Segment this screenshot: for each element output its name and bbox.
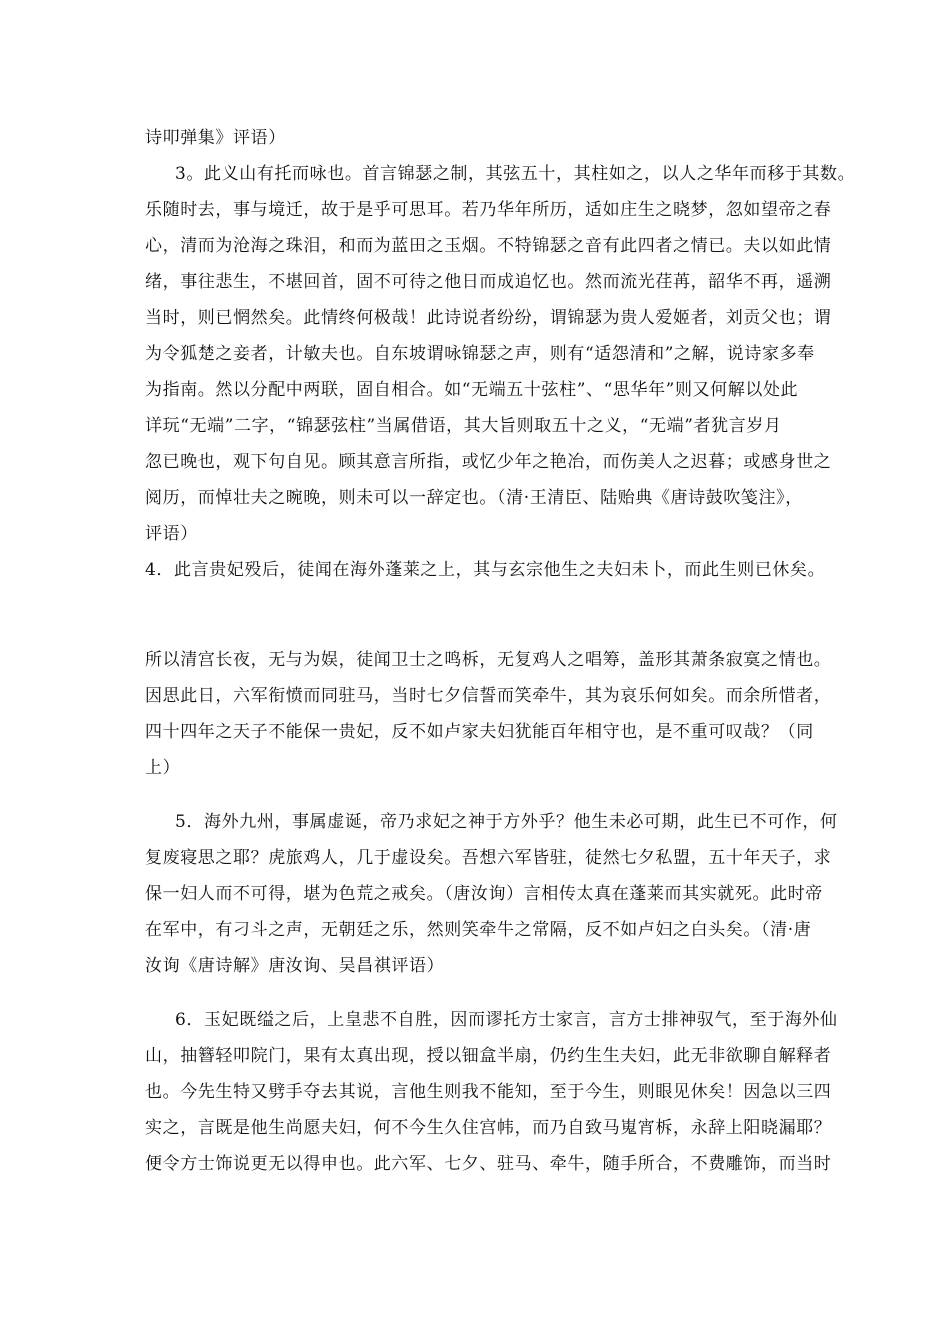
text-line: 当时，则已惘然矣。此情终何极哉！此诗说者纷纷，谓锦瑟为贵人爱姬者，刘贡父也；谓 — [145, 308, 832, 328]
text-line: 复废寝思之耶？虎旅鸡人，几于虚设矣。吾想六军皆驻，徒然七夕私盟，五十年天子，求 — [145, 848, 832, 868]
text-line: 乐随时去，事与境迁，故于是乎可思耳。若乃华年所历，适如庄生之晓梦，忽如望帝之春 — [145, 200, 832, 220]
text-line: 实之，言既是他生尚愿夫妇，何不今生久住宫帏，而乃自致马嵬宵柝，永辞上阳晓漏耶？ — [145, 1118, 832, 1138]
text-line: 详玩“无端”二字，“锦瑟弦柱”当属借语，其大旨则取五十之义，“无端”者犹言岁月 — [145, 416, 782, 436]
text-line: 所以清宫长夜，无与为娱，徒闻卫士之鸣柝，无复鸡人之唱筹，盖形其萧条寂寞之情也。 — [145, 650, 832, 670]
text-line: 为指南。然以分配中两联，固自相合。如“无端五十弦柱”、“思华年”则又何解以处此 — [145, 380, 799, 400]
text-line: 上） — [145, 758, 181, 778]
text-line: 便令方士饰说更无以得申也。此六军、七夕、驻马、牵牛，随手所合，不费雕饰，而当时 — [145, 1154, 832, 1174]
text-line: 诗叩弹集》评语） — [145, 128, 286, 148]
text-line: 山，抽簪轻叩院门，果有太真出现，授以钿盒半扇，仍约生生夫妇，此无非欲聊自解释者 — [145, 1046, 832, 1066]
text-line: 6．玉妃既缢之后，上皇悲不自胜，因而谬托方士家言，言方士排神驭气，至于海外仙 — [175, 1010, 838, 1030]
text-line: 也。今先生特又劈手夺去其说，言他生则我不能知，至于今生，则眼见休矣！因急以三四 — [145, 1082, 832, 1102]
text-line: 评语） — [145, 524, 198, 544]
text-line: 四十四年之天子不能保一贵妃，反不如卢家夫妇犹能百年相守也，是不重可叹哉？（同 — [145, 722, 814, 742]
text-line: 保一妇人而不可得，堪为色荒之戒矣。（唐汝询）言相传太真在蓬莱而其实就死。此时帝 — [145, 884, 823, 904]
text-line: 5．海外九州，事属虚诞，帝乃求妃之神于方外乎？他生未必可期，此生已不可作，何 — [175, 812, 838, 832]
text-line: 在军中，有刁斗之声，无朝廷之乐，然则笑牵牛之常隔，反不如卢妇之白头矣。（清·唐 — [145, 920, 812, 940]
text-line: 因思此日，六军衔愤而同驻马，当时七夕信誓而笑牵牛，其为哀乐何如矣。而余所惜者， — [145, 686, 832, 706]
text-line: 4．此言贵妃殁后，徒闻在海外蓬莱之上，其与玄宗他生之夫妇未卜，而此生则已休矣。 — [145, 560, 826, 580]
text-line: 心，清而为沧海之珠泪，和而为蓝田之玉烟。不特锦瑟之音有此四者之情已。夫以如此情 — [145, 236, 832, 256]
text-line: 3。此义山有托而咏也。首言锦瑟之制，其弦五十，其柱如之，以人之华年而移于其数。 — [175, 164, 856, 184]
text-line: 绪，事往悲生，不堪回首，固不可待之他日而成追忆也。然而流光荏苒，韶华不再，遥溯 — [145, 272, 832, 292]
text-line: 阅历，而悼壮夫之晼晚，则未可以一辞定也。（清·王清臣、陆贻典《唐诗鼓吹笺注》， — [145, 488, 803, 508]
text-line: 为令狐楚之妾者，计敏夫也。自东坡谓咏锦瑟之声，则有“适怨清和”之解，说诗家多奉 — [145, 344, 815, 364]
text-line: 忽已晚也，观下句自见。顾其意言所指，或忆少年之艳冶，而伤美人之迟暮；或感身世之 — [145, 452, 832, 472]
text-line: 汝询《唐诗解》唐汝询、吴昌祺评语） — [145, 956, 445, 976]
